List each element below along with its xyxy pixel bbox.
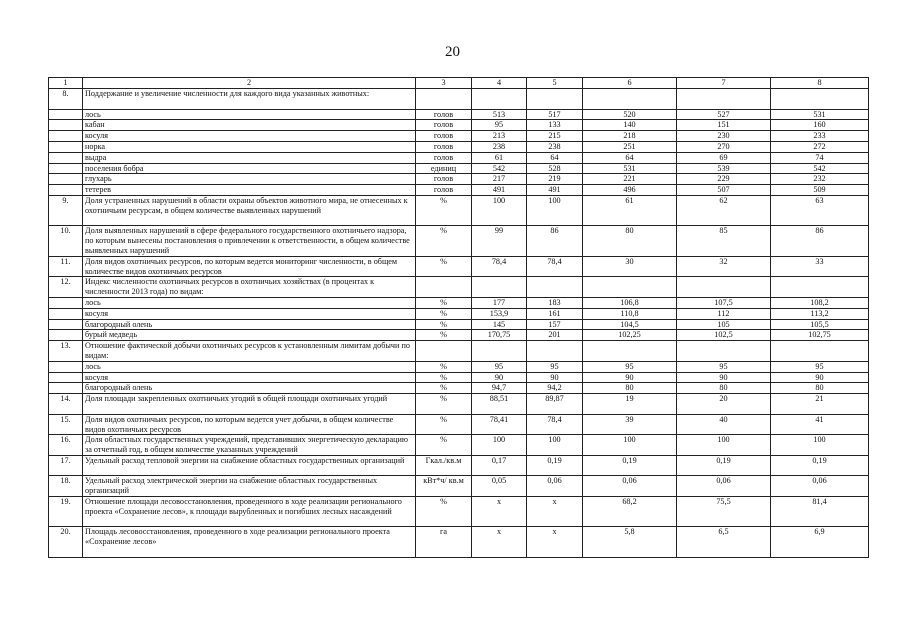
value-cell: 238 bbox=[472, 141, 527, 152]
value-cell: 531 bbox=[771, 109, 869, 120]
row-number-cell: 15. bbox=[49, 414, 83, 435]
row-number-cell: 9. bbox=[49, 195, 83, 225]
value-cell: 39 bbox=[583, 414, 677, 435]
value-cell bbox=[583, 341, 677, 362]
header-cell: 3 bbox=[416, 78, 472, 89]
value-cell: 61 bbox=[472, 152, 527, 163]
unit-cell: га bbox=[416, 527, 472, 557]
unit-cell: % bbox=[416, 308, 472, 319]
row-number-cell: 13. bbox=[49, 341, 83, 362]
value-cell: 0,06 bbox=[771, 476, 869, 497]
value-cell: 201 bbox=[527, 330, 583, 341]
table-row bbox=[49, 527, 869, 557]
value-cell: 85 bbox=[677, 226, 771, 256]
unit-cell: % bbox=[416, 330, 472, 341]
value-cell: 20 bbox=[677, 394, 771, 415]
value-cell: 270 bbox=[677, 141, 771, 152]
value-cell bbox=[527, 341, 583, 362]
row-number-cell bbox=[49, 383, 83, 394]
value-cell: 513 bbox=[472, 109, 527, 120]
indicator-name-cell: Доля устраненных нарушений в области охраны объектов животного мира, не отнесенных к охотничьим ресурсам, в общем количестве выявленных нарушений bbox=[83, 195, 416, 225]
value-cell: х bbox=[472, 527, 527, 557]
header-cell: 4 bbox=[472, 78, 527, 89]
value-cell bbox=[472, 277, 527, 298]
indicator-name-cell: поселения бобра bbox=[83, 163, 416, 174]
value-cell: 40 bbox=[677, 414, 771, 435]
value-cell: 215 bbox=[527, 131, 583, 142]
table-row bbox=[49, 297, 869, 308]
indicator-name-cell: Удельный расход электрической энергии на снабжение областных государственных организаций bbox=[83, 476, 416, 497]
value-cell: 104,5 bbox=[583, 319, 677, 330]
value-cell: 80 bbox=[677, 383, 771, 394]
row-number-cell bbox=[49, 163, 83, 174]
row-number-cell bbox=[49, 120, 83, 131]
value-cell: 160 bbox=[771, 120, 869, 131]
row-number-cell: 18. bbox=[49, 476, 83, 497]
value-cell: 78,4 bbox=[472, 256, 527, 277]
indicator-name-cell: косуля bbox=[83, 131, 416, 142]
value-cell: 151 bbox=[677, 120, 771, 131]
table-row bbox=[49, 120, 869, 131]
value-cell: 112 bbox=[677, 308, 771, 319]
unit-cell: % bbox=[416, 319, 472, 330]
value-cell: 95 bbox=[583, 361, 677, 372]
value-cell: 0,06 bbox=[583, 476, 677, 497]
unit-cell: % bbox=[416, 297, 472, 308]
value-cell: 0,05 bbox=[472, 476, 527, 497]
value-cell bbox=[472, 341, 527, 362]
value-cell: 86 bbox=[771, 226, 869, 256]
row-number-cell: 10. bbox=[49, 226, 83, 256]
value-cell: 105 bbox=[677, 319, 771, 330]
indicator-name-cell: глухарь bbox=[83, 174, 416, 185]
value-cell: 232 bbox=[771, 174, 869, 185]
value-cell: 517 bbox=[527, 109, 583, 120]
value-cell: 496 bbox=[583, 185, 677, 196]
value-cell: 233 bbox=[771, 131, 869, 142]
value-cell: 62 bbox=[677, 195, 771, 225]
table-row bbox=[49, 131, 869, 142]
row-number-cell bbox=[49, 330, 83, 341]
value-cell: 110,8 bbox=[583, 308, 677, 319]
value-cell: 0,19 bbox=[771, 455, 869, 476]
unit-cell bbox=[416, 89, 472, 110]
value-cell: 32 bbox=[677, 256, 771, 277]
row-number-cell: 16. bbox=[49, 435, 83, 456]
indicator-name-cell: Доля площади закрепленных охотничьих угодий в общей площади охотничьих угодий bbox=[83, 394, 416, 415]
header-cell: 6 bbox=[583, 78, 677, 89]
indicator-name-cell: выдра bbox=[83, 152, 416, 163]
table-row bbox=[49, 109, 869, 120]
value-cell: 95 bbox=[677, 361, 771, 372]
value-cell: 90 bbox=[527, 372, 583, 383]
value-cell: 0,06 bbox=[527, 476, 583, 497]
value-cell: 113,2 bbox=[771, 308, 869, 319]
value-cell: 100 bbox=[771, 435, 869, 456]
value-cell: 75,5 bbox=[677, 497, 771, 527]
indicator-name-cell: Поддержание и увеличение численности для каждого вида указанных животных: bbox=[83, 89, 416, 110]
value-cell bbox=[771, 341, 869, 362]
value-cell: 102,75 bbox=[771, 330, 869, 341]
value-cell bbox=[677, 277, 771, 298]
table-row bbox=[49, 497, 869, 527]
value-cell: 86 bbox=[527, 226, 583, 256]
table-row bbox=[49, 195, 869, 225]
indicator-name-cell: благородный олень bbox=[83, 383, 416, 394]
value-cell: 219 bbox=[527, 174, 583, 185]
value-cell: 105,5 bbox=[771, 319, 869, 330]
value-cell: 153,9 bbox=[472, 308, 527, 319]
value-cell: 74 bbox=[771, 152, 869, 163]
table-row bbox=[49, 361, 869, 372]
value-cell: 81,4 bbox=[771, 497, 869, 527]
value-cell: х bbox=[472, 497, 527, 527]
indicator-name-cell: Отношение фактической добычи охотничьих ресурсов к установленным лимитам добычи по видам: bbox=[83, 341, 416, 362]
value-cell: 100 bbox=[527, 435, 583, 456]
value-cell: 95 bbox=[527, 361, 583, 372]
value-cell: 5,8 bbox=[583, 527, 677, 557]
value-cell: 170,75 bbox=[472, 330, 527, 341]
unit-cell: % bbox=[416, 195, 472, 225]
value-cell: 41 bbox=[771, 414, 869, 435]
row-number-cell bbox=[49, 308, 83, 319]
unit-cell: % bbox=[416, 414, 472, 435]
table-row bbox=[49, 372, 869, 383]
header-cell: 1 bbox=[49, 78, 83, 89]
value-cell: 33 bbox=[771, 256, 869, 277]
value-cell: 0,19 bbox=[677, 455, 771, 476]
value-cell: 94,7 bbox=[472, 383, 527, 394]
unit-cell: % bbox=[416, 383, 472, 394]
value-cell: 0,19 bbox=[527, 455, 583, 476]
header-cell: 2 bbox=[83, 78, 416, 89]
unit-cell bbox=[416, 341, 472, 362]
value-cell: 100 bbox=[677, 435, 771, 456]
value-cell: 0,06 bbox=[677, 476, 771, 497]
row-number-cell bbox=[49, 185, 83, 196]
unit-cell: % bbox=[416, 226, 472, 256]
value-cell: 161 bbox=[527, 308, 583, 319]
value-cell: 61 bbox=[583, 195, 677, 225]
page-number: 20 bbox=[445, 44, 460, 60]
unit-cell: голов bbox=[416, 185, 472, 196]
value-cell: 0,19 bbox=[583, 455, 677, 476]
value-cell: х bbox=[527, 497, 583, 527]
value-cell: 145 bbox=[472, 319, 527, 330]
value-cell: 539 bbox=[677, 163, 771, 174]
value-cell: 230 bbox=[677, 131, 771, 142]
value-cell: 107,5 bbox=[677, 297, 771, 308]
row-number-cell: 14. bbox=[49, 394, 83, 415]
value-cell: 491 bbox=[527, 185, 583, 196]
indicator-name-cell: бурый медведь bbox=[83, 330, 416, 341]
value-cell: 80 bbox=[583, 226, 677, 256]
value-cell bbox=[771, 277, 869, 298]
value-cell bbox=[527, 277, 583, 298]
row-number-cell bbox=[49, 174, 83, 185]
table-row bbox=[49, 89, 869, 110]
header-cell: 5 bbox=[527, 78, 583, 89]
value-cell: 19 bbox=[583, 394, 677, 415]
indicator-name-cell: лось bbox=[83, 297, 416, 308]
value-cell: 531 bbox=[583, 163, 677, 174]
value-cell: 527 bbox=[677, 109, 771, 120]
value-cell: 238 bbox=[527, 141, 583, 152]
value-cell: 183 bbox=[527, 297, 583, 308]
table-row bbox=[49, 455, 869, 476]
value-cell: 213 bbox=[472, 131, 527, 142]
indicator-name-cell: благородный олень bbox=[83, 319, 416, 330]
unit-cell: голов bbox=[416, 120, 472, 131]
table-row bbox=[49, 435, 869, 456]
table-row bbox=[49, 277, 869, 298]
value-cell bbox=[771, 89, 869, 110]
row-number-cell: 11. bbox=[49, 256, 83, 277]
value-cell bbox=[527, 89, 583, 110]
row-number-cell bbox=[49, 141, 83, 152]
table-row bbox=[49, 141, 869, 152]
value-cell: 507 bbox=[677, 185, 771, 196]
row-number-cell: 19. bbox=[49, 497, 83, 527]
unit-cell: голов bbox=[416, 174, 472, 185]
table-row bbox=[49, 308, 869, 319]
unit-cell: % bbox=[416, 361, 472, 372]
indicators-table bbox=[48, 77, 869, 558]
value-cell: 89,87 bbox=[527, 394, 583, 415]
unit-cell: единиц bbox=[416, 163, 472, 174]
table-row bbox=[49, 256, 869, 277]
indicator-name-cell: Индекс численности охотничьих ресурсов в охотничьих хозяйствах (в процентах к численности 2013 года) по видам: bbox=[83, 277, 416, 298]
unit-cell: % bbox=[416, 435, 472, 456]
value-cell: 100 bbox=[583, 435, 677, 456]
unit-cell: % bbox=[416, 372, 472, 383]
unit-cell: голов bbox=[416, 141, 472, 152]
table-row bbox=[49, 383, 869, 394]
value-cell: 108,2 bbox=[771, 297, 869, 308]
table-row bbox=[49, 163, 869, 174]
header-cell: 8 bbox=[771, 78, 869, 89]
value-cell: 6,9 bbox=[771, 527, 869, 557]
unit-cell: кВт*ч/ кв.м bbox=[416, 476, 472, 497]
value-cell: х bbox=[527, 527, 583, 557]
value-cell: 64 bbox=[583, 152, 677, 163]
value-cell: 63 bbox=[771, 195, 869, 225]
row-number-cell: 20. bbox=[49, 527, 83, 557]
table-row bbox=[49, 174, 869, 185]
value-cell: 100 bbox=[472, 435, 527, 456]
indicator-name-cell: лось bbox=[83, 109, 416, 120]
table-row bbox=[49, 394, 869, 415]
unit-cell: голов bbox=[416, 152, 472, 163]
indicator-name-cell: норка bbox=[83, 141, 416, 152]
value-cell: 100 bbox=[527, 195, 583, 225]
indicator-name-cell: косуля bbox=[83, 372, 416, 383]
header-cell: 7 bbox=[677, 78, 771, 89]
table-row bbox=[49, 330, 869, 341]
unit-cell: % bbox=[416, 497, 472, 527]
value-cell bbox=[472, 89, 527, 110]
value-cell: 21 bbox=[771, 394, 869, 415]
value-cell: 95 bbox=[771, 361, 869, 372]
table-row bbox=[49, 152, 869, 163]
row-number-cell bbox=[49, 109, 83, 120]
indicator-name-cell: Удельный расход тепловой энергии на снабжение областных государственных организаций bbox=[83, 455, 416, 476]
table-header-row bbox=[49, 78, 869, 89]
value-cell: 491 bbox=[472, 185, 527, 196]
value-cell: 94,2 bbox=[527, 383, 583, 394]
value-cell: 520 bbox=[583, 109, 677, 120]
value-cell: 272 bbox=[771, 141, 869, 152]
value-cell: 64 bbox=[527, 152, 583, 163]
row-number-cell bbox=[49, 361, 83, 372]
unit-cell: % bbox=[416, 394, 472, 415]
indicator-name-cell: Площадь лесовосстановления, проведенного в ходе реализации регионального проекта «Сохранение лесов» bbox=[83, 527, 416, 557]
value-cell: 90 bbox=[771, 372, 869, 383]
value-cell bbox=[583, 89, 677, 110]
value-cell: 78,4 bbox=[527, 414, 583, 435]
indicator-name-cell: косуля bbox=[83, 308, 416, 319]
value-cell bbox=[583, 277, 677, 298]
indicator-name-cell: тетерев bbox=[83, 185, 416, 196]
row-number-cell bbox=[49, 152, 83, 163]
value-cell: 221 bbox=[583, 174, 677, 185]
value-cell: 78,41 bbox=[472, 414, 527, 435]
value-cell: 106,8 bbox=[583, 297, 677, 308]
value-cell: 217 bbox=[472, 174, 527, 185]
value-cell: 68,2 bbox=[583, 497, 677, 527]
indicator-name-cell: лось bbox=[83, 361, 416, 372]
value-cell: 229 bbox=[677, 174, 771, 185]
row-number-cell bbox=[49, 372, 83, 383]
value-cell: 78,4 bbox=[527, 256, 583, 277]
value-cell: 102,25 bbox=[583, 330, 677, 341]
value-cell: 218 bbox=[583, 131, 677, 142]
value-cell: 102,5 bbox=[677, 330, 771, 341]
unit-cell: голов bbox=[416, 109, 472, 120]
unit-cell: Гкал./кв.м bbox=[416, 455, 472, 476]
value-cell: 95 bbox=[472, 120, 527, 131]
table-row bbox=[49, 414, 869, 435]
unit-cell: % bbox=[416, 256, 472, 277]
value-cell bbox=[677, 89, 771, 110]
value-cell: 0,17 bbox=[472, 455, 527, 476]
row-number-cell: 8. bbox=[49, 89, 83, 110]
value-cell: 542 bbox=[771, 163, 869, 174]
value-cell: 133 bbox=[527, 120, 583, 131]
indicator-name-cell: Отношение площади лесовосстановления, проведенного в ходе реализации регионального проекта «Сохранение лесов», к площади вырубленных и погибших лесных насаждений bbox=[83, 497, 416, 527]
unit-cell: голов bbox=[416, 131, 472, 142]
value-cell: 177 bbox=[472, 297, 527, 308]
row-number-cell: 17. bbox=[49, 455, 83, 476]
value-cell: 157 bbox=[527, 319, 583, 330]
value-cell bbox=[677, 341, 771, 362]
value-cell: 80 bbox=[583, 383, 677, 394]
value-cell: 88,51 bbox=[472, 394, 527, 415]
value-cell: 90 bbox=[677, 372, 771, 383]
value-cell: 30 bbox=[583, 256, 677, 277]
value-cell: 69 bbox=[677, 152, 771, 163]
unit-cell bbox=[416, 277, 472, 298]
table-row bbox=[49, 226, 869, 256]
value-cell: 90 bbox=[583, 372, 677, 383]
value-cell: 251 bbox=[583, 141, 677, 152]
table-row bbox=[49, 341, 869, 362]
table-row bbox=[49, 319, 869, 330]
table-row bbox=[49, 476, 869, 497]
value-cell: 95 bbox=[472, 361, 527, 372]
value-cell: 140 bbox=[583, 120, 677, 131]
value-cell: 100 bbox=[472, 195, 527, 225]
table-row bbox=[49, 185, 869, 196]
indicator-name-cell: Доля видов охотничьих ресурсов, по которым ведется мониторинг численности, в общем количестве видов охотничьих ресурсов bbox=[83, 256, 416, 277]
row-number-cell bbox=[49, 131, 83, 142]
value-cell: 80 bbox=[771, 383, 869, 394]
row-number-cell: 12. bbox=[49, 277, 83, 298]
indicator-name-cell: Доля выявленных нарушений в сфере федерального государственного охотничьего надзора, по которым вынесены постановления о привлечении к ответственности, в общем количестве выявленных нарушений bbox=[83, 226, 416, 256]
row-number-cell bbox=[49, 297, 83, 308]
value-cell: 509 bbox=[771, 185, 869, 196]
indicator-name-cell: кабан bbox=[83, 120, 416, 131]
indicator-name-cell: Доля видов охотничьих ресурсов, по которым ведется учет добычи, в общем количестве видов охотничьих ресурсов bbox=[83, 414, 416, 435]
row-number-cell bbox=[49, 319, 83, 330]
value-cell: 6,5 bbox=[677, 527, 771, 557]
value-cell: 99 bbox=[472, 226, 527, 256]
value-cell: 542 bbox=[472, 163, 527, 174]
value-cell: 528 bbox=[527, 163, 583, 174]
value-cell: 90 bbox=[472, 372, 527, 383]
indicator-name-cell: Доля областных государственных учреждений, представивших энергетическую декларацию за отчетный год, в общем количестве указанных учреждений bbox=[83, 435, 416, 456]
